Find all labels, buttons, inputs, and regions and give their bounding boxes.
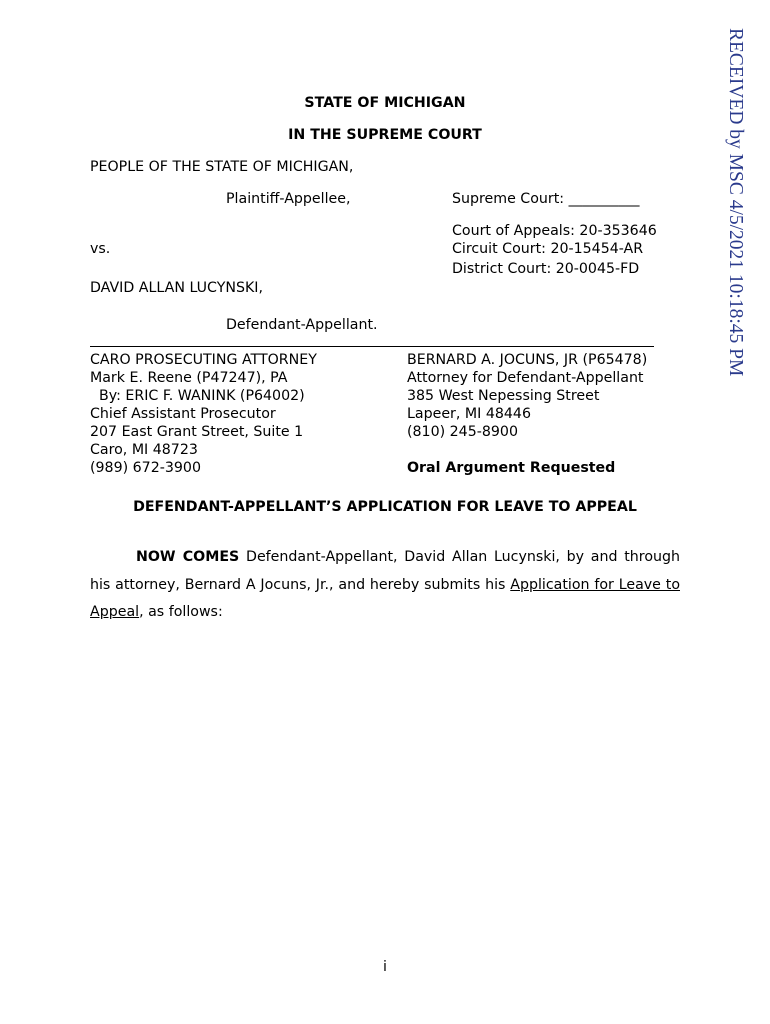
state-heading: STATE OF MICHIGAN	[304, 95, 466, 111]
defense-role: Attorney for Defendant-Appellant	[407, 370, 644, 386]
now-comes: NOW COMES	[136, 549, 240, 565]
defendant-name: DAVID ALLAN LUCYNSKI,	[90, 280, 263, 296]
document-title: DEFENDANT-APPELLANT’S APPLICATION FOR LEAVE TO APPEAL	[133, 499, 637, 515]
application-title: Application for Leave to Appeal	[90, 576, 680, 620]
prosecutor-phone: (989) 672-3900	[90, 460, 201, 476]
circuit-court-number: Circuit Court: 20-15454-AR	[452, 241, 644, 257]
defense-city: Lapeer, MI 48446	[407, 406, 531, 422]
caption-divider	[90, 346, 654, 347]
court-heading: IN THE SUPREME COURT	[288, 127, 482, 143]
defense-attorney: BERNARD A. JOCUNS, JR (P65478)	[407, 352, 648, 368]
paragraph-text-1: Defendant-Appellant, David Allan Lucynski, by and through his attorney, Bernard A Jocuns, Jr., and hereby submits his	[90, 549, 680, 593]
received-stamp: RECEIVED by MSC 4/5/2021 10:18:45 PM	[725, 28, 746, 377]
plaintiff-name: PEOPLE OF THE STATE OF MICHIGAN,	[90, 159, 354, 175]
prosecutor-city: Caro, MI 48723	[90, 442, 198, 458]
plaintiff-role: Plaintiff-Appellee,	[226, 191, 351, 207]
oral-argument-requested: Oral Argument Requested	[407, 460, 616, 476]
prosecutor-name: Mark E. Reene (P47247), PA	[90, 370, 288, 386]
supreme-court-number: Supreme Court: __________	[452, 191, 640, 207]
versus: vs.	[90, 241, 111, 257]
court-of-appeals-number: Court of Appeals: 20-353646	[452, 223, 657, 239]
page-number: i	[383, 959, 387, 975]
district-court-number: District Court: 20-0045-FD	[452, 261, 640, 277]
prosecutor-street: 207 East Grant Street, Suite 1	[90, 424, 304, 440]
defense-street: 385 West Nepessing Street	[407, 388, 600, 404]
defendant-role: Defendant-Appellant.	[226, 317, 378, 333]
prosecutor-title: Chief Assistant Prosecutor	[90, 406, 276, 422]
assistant-prosecutor: By: ERIC F. WANINK (P64002)	[90, 388, 305, 404]
opening-paragraph	[90, 544, 680, 627]
paragraph-text-2: , as follows:	[139, 604, 223, 620]
prosecutor-office: CARO PROSECUTING ATTORNEY	[90, 352, 317, 368]
defense-phone: (810) 245-8900	[407, 424, 518, 440]
